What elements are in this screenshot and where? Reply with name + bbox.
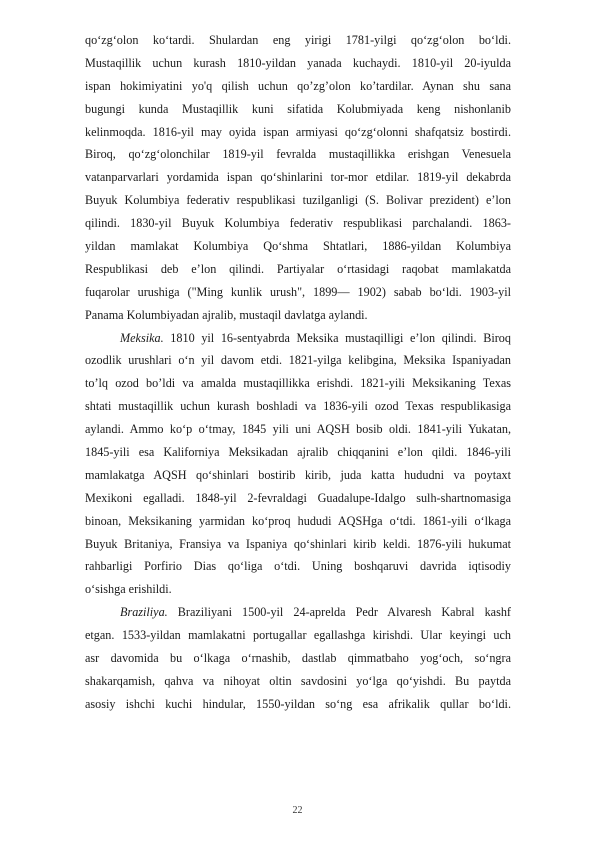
text-line: shakarqamish, qahva va nihoyat oltin savdosini yo‘lga qo‘yishdi. Bu paytda [85, 673, 511, 688]
text-line: rahbarligi Porfirio Dias qo‘liga o‘tdi. Uning boshqaruvi davrida iqtisodiy [85, 559, 511, 574]
text-line: 1845-yili esa Kaliforniya Meksikadan ajralib chiqqanini e’lon qildi. 1846-yili [85, 445, 511, 460]
text-line: Mustaqillik uchun kurash 1810-yildan yanada kuchaydi. 1810-yil 20-iyulda [85, 55, 511, 70]
text-line: bugungi kunda Mustaqillik kuni sifatida Kolubmiyada keng nishonlanib [85, 101, 511, 116]
text-line [85, 601, 511, 624]
text-line: Buyuk Britaniya, Fransiya va Ispaniya qo‘shinlari kirib keldi. 1876-yili hukumat [85, 536, 511, 551]
text-span: Braziliyani 1500-yil 24-aprelda Pedr Alvaresh Kabral kashf [167, 605, 511, 620]
text-span: 1810 yil 16-sentyabrda Meksika mustaqilligi e’lon qilindi. Biroq [163, 330, 511, 345]
paragraph-colombia [85, 29, 511, 327]
text-line: ozodlik urushlari o‘n yil davom etdi. 1821-yilga kelibgina, Meksika Ispaniyadan [85, 353, 511, 368]
text-line: aylandi. Ammo ko‘p o‘tmay, 1845 yili uni AQSH bosib oldi. 1841-yili Yukatan, [85, 422, 511, 437]
text-line: asr davomida bu o‘lkaga o‘rnashib, dastlab qimmatbaho yog‘och, so‘ngra [85, 651, 511, 666]
text-line: yildan mamlakat Kolumbiya Qo‘shma Shtatlari, 1886-yildan Kolumbiya [85, 239, 511, 254]
body-text [85, 29, 511, 716]
text-line: qilindi. 1830-yil Buyuk Kolumbiya federativ respublikasi parchalandi. 1863- [85, 216, 511, 231]
text-line: Respublikasi deb e’lon qilindi. Partiyalar o‘rtasidagi raqobat mamlakatda [85, 261, 511, 276]
section-lead-brazil: Braziliya. [120, 605, 168, 620]
text-line: Panama Kolumbiyadan ajralib, mustaqil davlatga aylandi. [85, 307, 368, 322]
section-lead-mexico: Meksika. [120, 330, 164, 345]
text-line: fuqarolar urushiga ("Ming kunlik urush", 1899— 1902) sabab bo‘ldi. 1903-yil [85, 284, 511, 299]
paragraph-brazil [85, 601, 511, 715]
text-line: shtati mustaqillik uchun kurash boshladi va 1836-yili ozod Texas respublikasiga [85, 399, 511, 414]
text-line: o‘sishga erishildi. [85, 582, 172, 597]
paragraph-mexico [85, 327, 511, 602]
text-line: binoan, Meksikaning yarmidan ko‘proq hududi AQSHga o‘tdi. 1861-yili o‘lkaga [85, 513, 511, 528]
text-line: kelinmoqda. 1816-yil may oyida ispan armiyasi qo‘zg‘olonni shafqatsiz bostirdi. [85, 124, 511, 139]
text-line: mamlakatga AQSH qo‘shinlari bostirib kirib, juda katta hududni va poytaxt [85, 467, 511, 482]
text-line: ispan hokimiyatini yo'q qilish uchun qo’zg’olon ko’tardilar. Aynan shu sana [85, 78, 511, 93]
text-line: to’lq ozod bo’ldi va amalda mustaqillikka erishdi. 1821-yili Meksikaning Texas [85, 376, 511, 391]
text-line: Mexikoni egalladi. 1848-yil 2-fevraldagi Guadalupe-Idalgo sulh-shartnomasiga [85, 490, 511, 505]
page-number: 22 [292, 805, 303, 816]
text-line: vatanparvarlari yordamida ispan qo‘shinlarini tor-mor etdilar. 1819-yil dekabrda [85, 170, 511, 185]
text-line: Biroq, qo‘zg‘olonchilar 1819-yil fevralda mustaqillikka erishgan Venesuela [85, 147, 511, 162]
text-line [85, 327, 511, 350]
text-line: Buyuk Kolumbiya federativ respublikasi tuzilganligi (S. Bolivar prezident) e’lon [85, 193, 511, 208]
text-line: asosiy ishchi kuchi hindular, 1550-yildan so‘ng esa afrikalik qullar bo‘ldi. [85, 696, 511, 711]
text-line: qo‘zg‘olon ko‘tardi. Shulardan eng yirigi 1781-yilgi qo‘zg‘olon bo‘ldi. [85, 33, 511, 47]
text-line: etgan. 1533-yildan mamlakatni portugallar egallashga kirishdi. Ular keyingi uch [85, 628, 511, 643]
